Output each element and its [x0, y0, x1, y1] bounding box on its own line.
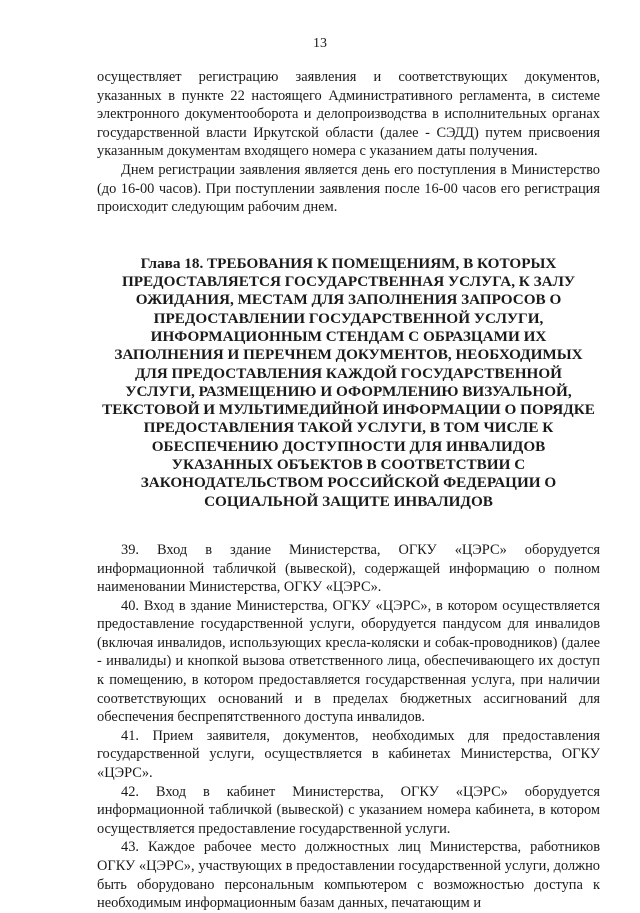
document-body [97, 68, 600, 913]
paragraph-registration-day: Днем регистрации заявления является день его поступления в Министерство (до 16-00 часов). При поступлении заявления после 16-00 часов его регистрация происходит следующим рабочим днем. [97, 161, 600, 216]
paragraph-42: 42. Вход в кабинет Министерства, ОГКУ «ЦЭРС» оборудуется информационной табличкой (вывеской) с указанием номера кабинета, в котором осуществляется предоставление государственной услуги. [97, 783, 600, 837]
page-number: 13 [313, 36, 327, 51]
paragraph-registration-continued: осуществляет регистрацию заявления и соответствующих документов, указанных в пункте 22 настоящего Административного регламента, в системе электронного документооборота и делопроизводства в исполнительных органах государственной власти Иркутской области (далее - СЭДД) путем присвоения указанным документам входящего номера с указанием даты получения. [97, 69, 600, 160]
paragraph-41: 41. Прием заявителя, документов, необходимых для предоставления государственной услуги, осуществляется в кабинетах Министерства, ОГКУ «ЦЭРС». [97, 727, 600, 782]
paragraph-39: 39. Вход в здание Министерства, ОГКУ «ЦЭРС» оборудуется информационной табличкой (вывеской), содержащей информацию о полном наименовании Министерства, ОГКУ «ЦЭРС». [97, 541, 600, 596]
chapter-heading: Глава 18. ТРЕБОВАНИЯ К ПОМЕЩЕНИЯМ, В КОТОРЫХ ПРЕДОСТАВЛЯЕТСЯ ГОСУДАРСТВЕННАЯ УСЛУГА, К ЗАЛУ ОЖИДАНИЯ, МЕСТАМ ДЛЯ ЗАПОЛНЕНИЯ ЗАПРОСОВ О ПРЕДОСТАВЛЕНИИ ГОСУДАРСТВЕННОЙ УСЛУГИ, ИНФОРМАЦИОННЫМ СТЕНДАМ С ОБРАЗЦАМИ ИХ ЗАПОЛНЕНИЯ И ПЕРЕЧНЕМ ДОКУМЕНТОВ, НЕОБХОДИМЫХ ДЛЯ ПРЕДОСТАВЛЕНИЯ КАЖДОЙ ГОСУДАРСТВЕННОЙ УСЛУГИ, РАЗМЕЩЕНИЮ И ОФОРМЛЕНИЮ ВИЗУАЛЬНОЙ, ТЕКСТОВОЙ И МУЛЬТИМЕДИЙНОЙ ИНФОРМАЦИИ О ПОРЯДКЕ ПРЕДОСТАВЛЕНИЯ ТАКОЙ УСЛУГИ, В ТОМ ЧИСЛЕ К ОБЕСПЕЧЕНИЮ ДОСТУПНОСТИ ДЛЯ ИНВАЛИДОВ УКАЗАННЫХ ОБЪЕКТОВ В СООТВЕТСТВИИ С ЗАКОНОДАТЕЛЬСТВОМ РОССИЙСКОЙ ФЕДЕРАЦИИ О СОЦИАЛЬНОЙ ЗАЩИТЕ ИНВАЛИДОВ [102, 254, 595, 510]
paragraph-43: 43. Каждое рабочее место должностных лиц Министерства, работников ОГКУ «ЦЭРС», участвующих в предоставлении государственной услуги, должно быть оборудовано персональным компьютером с возможностью доступа к необходимым информационным базам данных, печатающим и [97, 839, 600, 912]
paragraph-40: 40. Вход в здание Министерства, ОГКУ «ЦЭРС», в котором осуществляется предоставление государственной услуги, оборудуется пандусом для инвалидов (включая инвалидов, использующих кресла-коляски и собак-проводников) (далее - инвалиды) и кнопкой вызова ответственного лица, обеспечивающего их доступ к помещению, в котором предоставляется государственная услуга, при наличии соответствующих оснований и в пределах бюджетных ассигнований для обеспечения беспрепятственного доступа инвалидов. [97, 597, 600, 726]
